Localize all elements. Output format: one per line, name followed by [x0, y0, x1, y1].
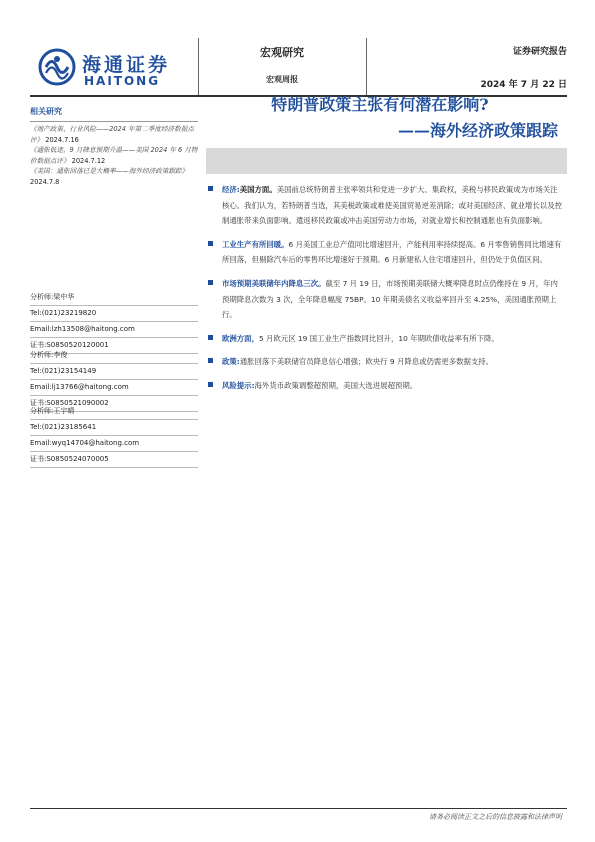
- footer-disclaimer: 请务必阅读正文之后的信息披露和法律声明: [429, 813, 562, 821]
- bullet-lead-secondary: 美国方面。: [239, 185, 277, 194]
- bullet-square-icon: [208, 335, 213, 340]
- report-title: 特朗普政策主张有何潜在影响?: [271, 95, 489, 114]
- analyst-card: [30, 290, 198, 354]
- analyst-email[interactable]: Email:lj13766@haitong.com: [30, 380, 198, 396]
- related-item-date: 2024.7.12: [71, 156, 106, 165]
- related-item-date: 2024.7.8: [30, 177, 60, 186]
- analyst-cert: 证书:S0850521090002: [30, 396, 198, 412]
- report-subtype: 宏观周报: [266, 75, 298, 84]
- bullet-text: 5 月欧元区 19 国工业生产指数同比回升，10 年期欧债收益率有所下降。: [258, 333, 499, 343]
- report-type: 宏观研究: [260, 46, 304, 59]
- analyst-email[interactable]: Email:lzh13508@haitong.com: [30, 322, 198, 338]
- report-date: 2024 年 7 月 22 日: [480, 80, 567, 90]
- analyst-name: 分析师:梁中华: [30, 290, 198, 306]
- bullet-lead: 经济:: [222, 185, 240, 194]
- page-header: [0, 0, 595, 95]
- sidebar: [30, 100, 198, 187]
- report-label: 证券研究报告: [512, 47, 567, 57]
- analyst-email[interactable]: Email:wyq14704@haitong.com: [30, 436, 198, 452]
- bullet-text: 海外货币政策调整超预期，美国大选进展超预期。: [254, 380, 418, 390]
- bullet-lead: 工业生产有所回暖。: [222, 239, 289, 249]
- bullet-square-icon: [208, 186, 213, 191]
- bullet-text: 6 月美国工业总产值同比增速回升，产能利用率持续提高。6 月零售销售同比增速有所回落，但剔除汽车后的零售环比增速好于预期。6 月新建私人住宅增速回升，但仍处于负值区间。: [222, 239, 562, 265]
- bullet-lead: 风险提示:: [222, 380, 255, 390]
- related-research-title: 相关研究: [30, 107, 62, 116]
- report-subtitle: ——海外经济政策跟踪: [397, 121, 558, 140]
- analyst-card: [30, 348, 198, 412]
- bullet-square-icon: [208, 241, 213, 246]
- sidebar-rule: [30, 121, 198, 122]
- haitong-logo-icon: [38, 48, 76, 86]
- analyst-name: 分析师:李俊: [30, 348, 198, 364]
- related-item-text: 《地产政策、行业风险——2024 年第二季度经济数据点评》: [30, 125, 194, 144]
- related-item[interactable]: [30, 166, 198, 187]
- bullet-item: [208, 182, 564, 229]
- summary-band: [206, 148, 567, 174]
- bullet-square-icon: [208, 382, 213, 387]
- related-item-text: 《美国：通胀回落已是大概率——海外经济政策跟踪》: [30, 167, 189, 175]
- bullet-item: [208, 331, 564, 347]
- bullet-text: 美国前总统特朗普主张率领共和党进一步扩大、集政权，美税与移民政策成为市场关注核心。我们认为，若特朗普当选，其美税政策或难使美国贸易逆差消除；或对美国经济、就业增长以及控制通胀带来负面影响。遣返移民政策或冲击美国劳动力市场，对就业增长和控制通胀也有负面影响。: [222, 185, 562, 226]
- logo-chinese-name: 海通证券: [82, 54, 171, 76]
- summary-bullets: [208, 182, 564, 402]
- report-meta-block: [455, 44, 567, 90]
- analyst-cert: 证书:S0850524070005: [30, 452, 198, 468]
- bullet-square-icon: [208, 358, 213, 363]
- related-item-text: 《通胀低迷，9 月降息预期升温——美国 2024 年 6 月物价数据点评》: [30, 146, 198, 165]
- analyst-cert: 证书:S0850520120001: [30, 338, 198, 354]
- bullet-item: [208, 354, 564, 370]
- bullet-lead: 市场预期美联储年内降息三次。: [222, 278, 326, 288]
- header-divider-right: [366, 38, 367, 95]
- bullet-item: [208, 237, 564, 268]
- bullet-item: [208, 276, 564, 323]
- logo-english-name: HAITONG: [84, 74, 161, 88]
- report-type-block: [198, 40, 366, 85]
- analyst-tel: Tel:(021)23185641: [30, 420, 198, 436]
- bullet-lead: 政策:: [222, 357, 240, 367]
- bullet-text: 截至 7 月 19 日，市场预期美联储大概率降息时点仍维持在 9 月，年内预期降息次数为 3 次，全年降息幅度 75BP。10 年期美债名义收益率回升至 4.25%，美国通胀预期上行。: [222, 278, 558, 320]
- haitong-logo: [38, 48, 178, 90]
- related-item-date: 2024.7.16: [45, 135, 79, 144]
- footer-rule: [30, 808, 567, 809]
- bullet-square-icon: [208, 280, 213, 285]
- related-item[interactable]: [30, 145, 198, 166]
- analyst-tel: Tel:(021)23219820: [30, 306, 198, 322]
- analyst-tel: Tel:(021)23154149: [30, 364, 198, 380]
- analyst-card: [30, 404, 198, 468]
- bullet-item: [208, 378, 564, 394]
- analyst-name: 分析师:王宇晴: [30, 404, 198, 420]
- bullet-text: 通胀回落下美联储官员降息信心增强；欧央行 9 月降息或仍需更多数据支持。: [239, 357, 494, 367]
- bullet-lead: 欧洲方面，: [222, 333, 259, 343]
- related-item[interactable]: [30, 124, 198, 145]
